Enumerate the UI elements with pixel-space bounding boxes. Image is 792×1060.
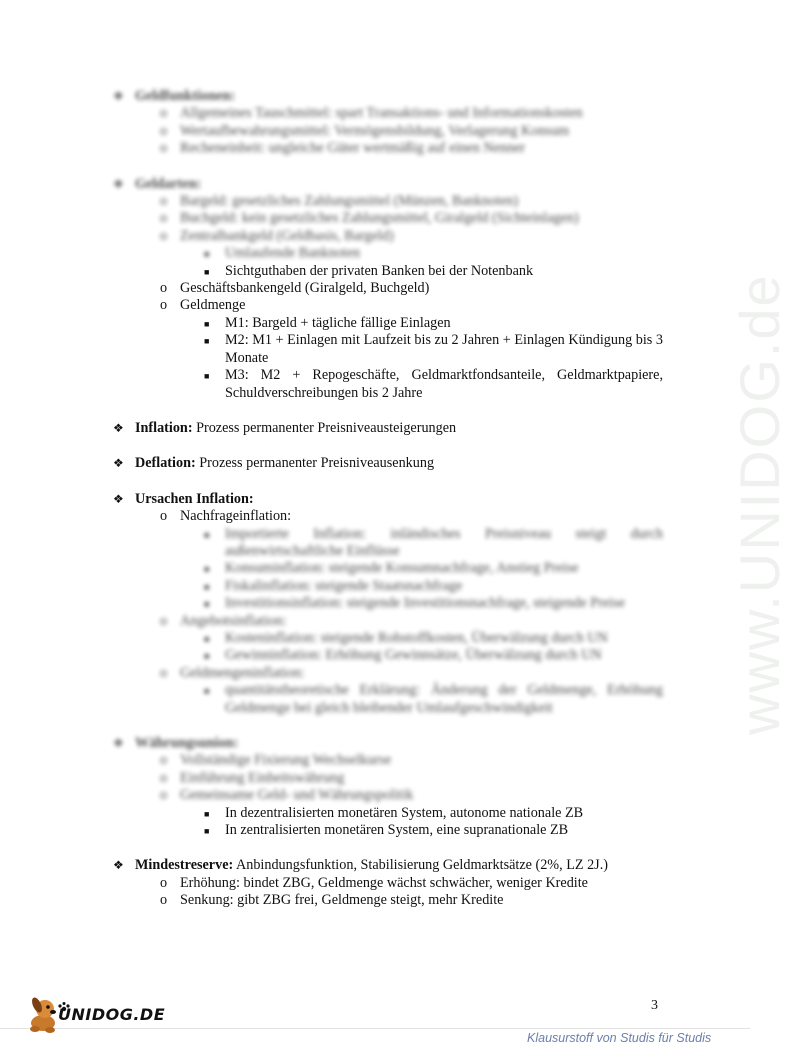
item-text: Recheneinheit: ungleiche Güter wertmäßig auf einen Nenner bbox=[180, 140, 526, 157]
circle-bullet-icon: o bbox=[160, 892, 168, 909]
item-text: Konsuminflation: steigende Konsumnachfrage, Anstieg Preise bbox=[225, 560, 579, 577]
square-bullet-icon: ■ bbox=[204, 686, 210, 697]
outline-item bbox=[113, 297, 663, 314]
square-bullet-icon: ■ bbox=[204, 633, 210, 644]
section-heading bbox=[113, 88, 663, 105]
spacer bbox=[113, 839, 663, 857]
outline-subitem bbox=[113, 263, 663, 280]
logo-text: UNIDOG.DE bbox=[58, 1005, 166, 1024]
heading-label: Mindestreserve: bbox=[135, 857, 234, 874]
item-text: Erhöhung: bindet ZBG, Geldmenge wächst schwächer, weniger Kredite bbox=[180, 874, 588, 891]
square-bullet-icon: ■ bbox=[204, 336, 210, 347]
outline-item bbox=[113, 752, 663, 769]
outline-subitem bbox=[113, 245, 663, 262]
circle-bullet-icon: o bbox=[160, 787, 168, 804]
section-heading bbox=[113, 735, 663, 752]
outline-subitem bbox=[113, 315, 663, 332]
spacer bbox=[113, 473, 663, 491]
circle-bullet-icon: o bbox=[160, 193, 168, 210]
diamond-bullet-icon: ❖ bbox=[113, 736, 124, 750]
outline-subitem bbox=[113, 367, 663, 402]
item-text: Prozess permanenter Preisniveausteigerungen bbox=[192, 419, 457, 436]
outline-item bbox=[113, 123, 663, 140]
item-text: Allgemeines Tauschmittel: spart Transaktions- und Informationskosten bbox=[180, 105, 583, 122]
square-bullet-icon: ■ bbox=[204, 318, 210, 329]
item-text: Prozess permanenter Preisniveausenkung bbox=[195, 455, 435, 472]
heading-label: Deflation: bbox=[135, 455, 196, 472]
square-bullet-icon: ■ bbox=[204, 266, 210, 277]
item-text: Fiskalinflation: steigende Staatsnachfrage bbox=[225, 577, 463, 594]
spacer bbox=[113, 402, 663, 420]
circle-bullet-icon: o bbox=[160, 752, 168, 769]
item-text: Geschäftsbankengeld (Giralgeld, Buchgeld) bbox=[180, 280, 430, 297]
circle-bullet-icon: o bbox=[160, 210, 168, 227]
watermark-text: www.UNIDOG.de bbox=[728, 273, 791, 735]
outline-item bbox=[113, 787, 663, 804]
outline-subitem bbox=[113, 805, 663, 822]
square-bullet-icon: ■ bbox=[204, 564, 210, 575]
outline-item bbox=[113, 665, 663, 682]
outline-item bbox=[113, 508, 663, 525]
outline-item bbox=[113, 140, 663, 157]
section-heading bbox=[113, 420, 663, 437]
circle-bullet-icon: o bbox=[160, 140, 168, 157]
square-bullet-icon: ■ bbox=[204, 826, 210, 837]
square-bullet-icon: ■ bbox=[204, 529, 210, 540]
item-text: Angebotsinflation: bbox=[180, 612, 287, 629]
square-bullet-icon: ■ bbox=[204, 599, 210, 610]
item-text: Einführung Einheitswährung bbox=[180, 769, 345, 786]
heading-label: Währungsunion: bbox=[135, 735, 239, 751]
document-body bbox=[113, 88, 663, 910]
item-text: Umlaufende Banknoten bbox=[225, 245, 361, 262]
section-heading bbox=[113, 455, 663, 472]
outline-subitem bbox=[113, 630, 663, 647]
section-heading bbox=[113, 491, 663, 508]
outline-item bbox=[113, 613, 663, 630]
square-bullet-icon: ■ bbox=[204, 651, 210, 662]
heading-label: Geldarten: bbox=[135, 175, 202, 192]
item-text: Importierte Inflation: inländisches Preisniveau steigt durch außenwirtschaftliche Einflüsse bbox=[225, 525, 663, 559]
square-bullet-icon: ■ bbox=[204, 371, 210, 382]
item-text: Kosteninflation: steigende Rohstoffkosten, Überwälzung durch UN bbox=[225, 629, 608, 646]
item-text: In dezentralisierten monetären System, autonome nationale ZB bbox=[225, 804, 584, 821]
item-text: Bargeld: gesetzliches Zahlungsmittel (Münzen, Banknoten) bbox=[180, 193, 519, 210]
outline-item bbox=[113, 770, 663, 787]
section-heading bbox=[113, 857, 663, 874]
outline-item bbox=[113, 892, 663, 909]
heading-label: Ursachen Inflation: bbox=[135, 490, 254, 507]
watermark bbox=[675, 273, 791, 740]
item-text: M1: Bargeld + tägliche fällige Einlagen bbox=[225, 314, 451, 331]
heading-label: Inflation: bbox=[135, 419, 193, 436]
square-bullet-icon: ■ bbox=[204, 581, 210, 592]
outline-item bbox=[113, 210, 663, 227]
item-text: Vollständige Fixierung Wechselkurse bbox=[180, 752, 392, 769]
outline-subitem bbox=[113, 595, 663, 612]
item-text: Wertaufbewahrungsmittel: Vermögensbildung, Verlagerung Konsum bbox=[180, 122, 570, 139]
spacer bbox=[113, 717, 663, 735]
outline-item bbox=[113, 280, 663, 297]
item-text: Anbindungsfunktion, Stabilisierung Geldmarktsätze (2%, LZ 2J.) bbox=[233, 857, 608, 874]
circle-bullet-icon: o bbox=[160, 664, 168, 681]
diamond-bullet-icon: ❖ bbox=[113, 858, 124, 873]
outline-subitem bbox=[113, 822, 663, 839]
heading-label: Geldfunktionen: bbox=[135, 88, 236, 104]
item-text: Buchgeld: kein gesetzliches Zahlungsmittel, Giralgeld (Sichteinlagen) bbox=[180, 210, 579, 227]
outline-subitem bbox=[113, 560, 663, 577]
circle-bullet-icon: o bbox=[160, 122, 168, 139]
item-text: Gemeinsame Geld- und Währungspolitik bbox=[180, 787, 414, 804]
item-text: M3: M2 + Repogeschäfte, Geldmarktfondsanteile, Geldmarktpapiere, Schuldverschreibungen bis 2 Jahre bbox=[225, 367, 663, 401]
square-bullet-icon: ■ bbox=[204, 808, 210, 819]
item-text: Geldmenge bbox=[180, 297, 246, 314]
circle-bullet-icon: o bbox=[160, 508, 168, 525]
circle-bullet-icon: o bbox=[160, 297, 168, 314]
diamond-bullet-icon: ❖ bbox=[113, 491, 124, 506]
diamond-bullet-icon: ❖ bbox=[113, 456, 124, 471]
outline-item bbox=[113, 228, 663, 245]
circle-bullet-icon: o bbox=[160, 874, 168, 891]
item-text: quantitätstheoretische Erklärung: Änderung der Geldmenge, Erhöhung Geldmenge bei gleich bleibender Umlaufgeschwindigkeit bbox=[225, 682, 663, 716]
diamond-bullet-icon: ❖ bbox=[113, 176, 124, 191]
outline-subitem bbox=[113, 578, 663, 595]
item-text: Geldmengeninflation: bbox=[180, 664, 305, 681]
item-text: Investitionsinflation: steigende Investitionsnachfrage, steigende Preise bbox=[225, 595, 625, 612]
outline-item bbox=[113, 105, 663, 122]
circle-bullet-icon: o bbox=[160, 612, 168, 629]
outline-subitem bbox=[113, 647, 663, 664]
item-text: Senkung: gibt ZBG frei, Geldmenge steigt, mehr Kredite bbox=[180, 892, 504, 909]
circle-bullet-icon: o bbox=[160, 280, 168, 297]
circle-bullet-icon: o bbox=[160, 227, 168, 244]
outline-item bbox=[113, 875, 663, 892]
diamond-bullet-icon: ❖ bbox=[113, 89, 124, 103]
outline-subitem bbox=[113, 526, 663, 561]
outline-subitem bbox=[113, 332, 663, 367]
footer-tagline: Klausurstoff von Studis für Studis bbox=[527, 1031, 712, 1045]
diamond-bullet-icon: ❖ bbox=[113, 420, 124, 435]
outline-item bbox=[113, 193, 663, 210]
item-text: Nachfrageinflation: bbox=[180, 508, 292, 525]
spacer bbox=[113, 158, 663, 176]
circle-bullet-icon: o bbox=[160, 105, 168, 122]
item-text: Gewinninflation: Erhöhung Gewinnsätze, Überwälzung durch UN bbox=[225, 647, 602, 664]
item-text: M2: M1 + Einlagen mit Laufzeit bis zu 2 Jahren + Einlagen Kündigung bis 3 Monate bbox=[225, 332, 663, 366]
item-text: Zentralbankgeld (Geldbasis, Bargeld) bbox=[180, 227, 394, 244]
spacer bbox=[113, 437, 663, 455]
circle-bullet-icon: o bbox=[160, 769, 168, 786]
section-heading bbox=[113, 176, 663, 193]
outline-subitem bbox=[113, 682, 663, 717]
item-text: Sichtguthaben der privaten Banken bei der Notenbank bbox=[225, 262, 534, 279]
page-number: 3 bbox=[651, 998, 658, 1013]
square-bullet-icon: ■ bbox=[204, 249, 210, 260]
item-text: In zentralisierten monetären System, eine supranationale ZB bbox=[225, 822, 569, 839]
dog-icon bbox=[30, 996, 56, 1033]
